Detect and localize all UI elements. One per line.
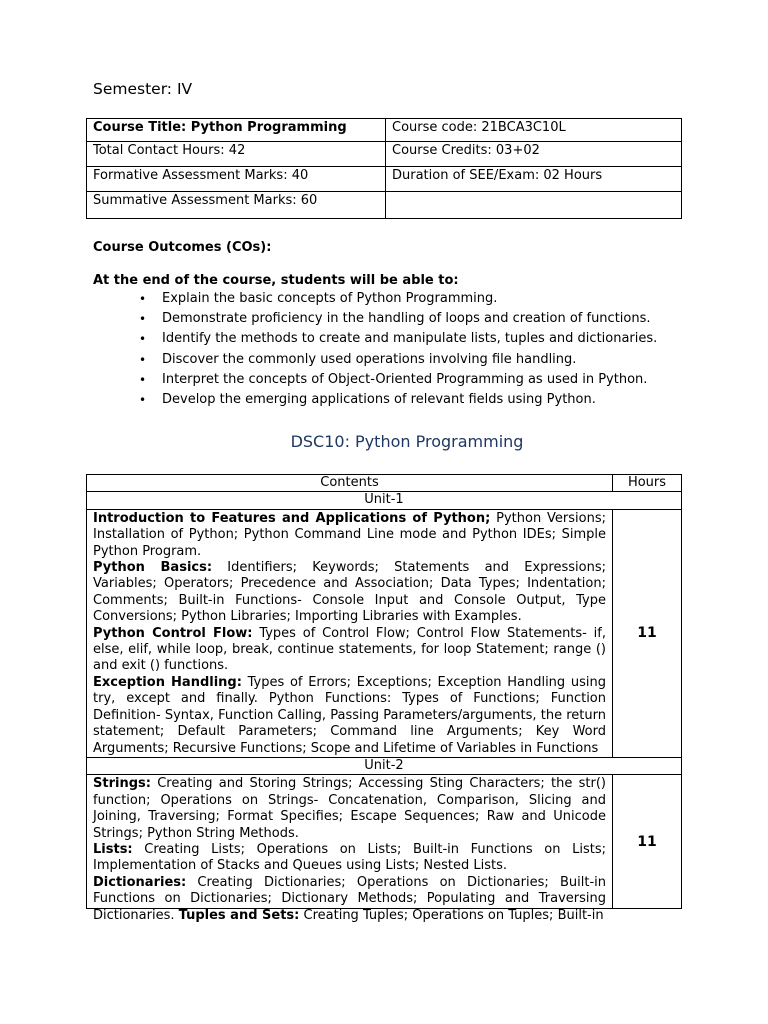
outcomes-list <box>136 289 696 410</box>
syllabus-table <box>86 474 682 923</box>
exam-duration-cell: Duration of SEE/Exam: 02 Hours <box>386 167 682 192</box>
unit-1-label: Unit-1 <box>87 492 682 509</box>
bullet-icon: • <box>139 372 147 387</box>
unit-header-row <box>87 492 682 509</box>
list-item: • Demonstrate proficiency in the handling of loops and creation of functions. <box>136 309 696 329</box>
course-code-cell: Course code: 21BCA3C10L <box>386 119 682 142</box>
topic-paragraph: Lists: Creating Lists; Operations on Lists; Built-in Functions on Lists; Implementation of Stacks and Queues using Lists; Nested Lists. <box>93 841 606 874</box>
empty-cell <box>386 192 682 219</box>
table-row <box>87 192 682 219</box>
unit-1-hours: 11 <box>613 509 682 757</box>
unit-2-hours: 11 <box>613 775 682 909</box>
bullet-icon: • <box>139 352 147 367</box>
table-row <box>87 509 682 757</box>
list-item: • Identify the methods to create and manipulate lists, tuples and dictionaries. <box>136 329 696 349</box>
unit-header-row <box>87 757 682 774</box>
table-header-row <box>87 475 682 492</box>
course-outcomes-heading: Course Outcomes (COs): <box>93 240 272 255</box>
table-row <box>87 167 682 192</box>
list-item: • Discover the commonly used operations involving file handling. <box>136 350 696 370</box>
topic-paragraph: Strings: Creating and Storing Strings; Accessing Sting Characters; the str() function; Operations on Strings- Concatenation, Comparison, Slicing and Joining, Traversing; Format Specifies; Escape Sequences; Raw and Unicode Strings; Python String Methods. <box>93 776 606 841</box>
topic-paragraph: Exception Handling: Types of Errors; Exceptions; Exception Handling using try, except and finally. Python Functions: Types of Functions; Function Definition- Syntax, Function Calling, Passing Parameters/arguments, the return statement; Default Parameters; Command line Arguments; Key Word Arguments; Recursive Functions; Scope and Lifetime of Variables in Functions <box>93 674 606 756</box>
unit-2-contents <box>87 775 613 923</box>
bullet-icon: • <box>139 332 147 347</box>
semester-heading: Semester: IV <box>93 80 193 98</box>
contents-header: Contents <box>87 475 613 492</box>
formative-marks-cell: Formative Assessment Marks: 40 <box>87 167 386 192</box>
list-item: • Explain the basic concepts of Python Programming. <box>136 289 696 309</box>
list-item: • Interpret the concepts of Object-Oriented Programming as used in Python. <box>136 370 696 390</box>
course-credits-cell: Course Credits: 03+02 <box>386 142 682 167</box>
course-outcomes-intro: At the end of the course, students will be able to: <box>93 273 459 288</box>
bullet-icon: • <box>139 312 147 327</box>
topic-paragraph: Python Control Flow: Types of Control Flow; Control Flow Statements- if, else, elif, while loop, break, continue statements, for loop Statement; range () and exit () functions. <box>93 625 606 674</box>
table-row <box>87 775 682 909</box>
unit-2-text-clip <box>93 776 606 923</box>
contact-hours-cell: Total Contact Hours: 42 <box>87 142 386 167</box>
list-item: • Develop the emerging applications of relevant fields using Python. <box>136 390 696 410</box>
unit-2-label: Unit-2 <box>87 757 682 774</box>
topic-paragraph: Python Basics: Identifiers; Keywords; Statements and Expressions; Variables; Operators; Precedence and Association; Data Types; Indentation; Comments; Built-in Functions- Console Input and Console Output, Type Conversions; Python Libraries; Importing Libraries with Examples. <box>93 560 606 625</box>
table-row <box>87 119 682 142</box>
topic-paragraph: Introduction to Features and Applications of Python; Python Versions; Installation of Python; Python Command Line mode and Python IDEs; Simple Python Program. <box>93 510 606 559</box>
unit-1-contents <box>87 509 613 757</box>
table-row <box>87 142 682 167</box>
bullet-icon: • <box>139 292 147 306</box>
course-title-cell: Course Title: Python Programming <box>87 119 386 142</box>
course-info-table <box>86 118 682 219</box>
topic-paragraph: Dictionaries: Creating Dictionaries; Operations on Dictionaries; Built-in Functions on Dictionaries; Dictionary Methods; Populating and Traversing Dictionaries. Tuples and Sets: Creating Tuples; Operations on Tuples; Built-in <box>93 874 606 923</box>
section-title: DSC10: Python Programming <box>290 432 524 451</box>
bullet-icon: • <box>139 392 147 407</box>
hours-header: Hours <box>613 475 682 492</box>
summative-marks-cell: Summative Assessment Marks: 60 <box>87 192 386 219</box>
